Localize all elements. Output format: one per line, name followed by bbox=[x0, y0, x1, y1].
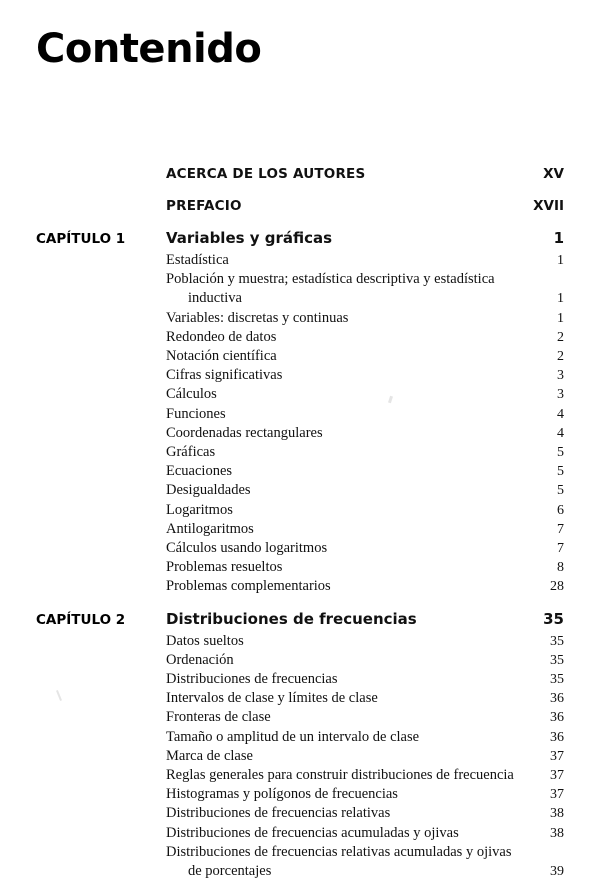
toc-entry-title-line2: inductiva bbox=[188, 290, 242, 307]
toc-entry-page: XVII bbox=[533, 198, 564, 214]
toc-entry[interactable] bbox=[36, 539, 564, 558]
toc-entry-page: 35 bbox=[550, 672, 564, 688]
toc-entry-title: Ordenación bbox=[166, 651, 234, 668]
toc-entry[interactable] bbox=[36, 577, 564, 596]
table-of-contents bbox=[36, 166, 564, 881]
toc-entry-title: Datos sueltos bbox=[166, 632, 244, 649]
toc-entry-title: Distribuciones de frecuencias bbox=[166, 671, 338, 688]
toc-entry[interactable] bbox=[36, 689, 564, 708]
toc-entry-page: 4 bbox=[557, 425, 564, 441]
toc-entry[interactable] bbox=[36, 443, 564, 462]
toc-entry-title: Cifras significativas bbox=[166, 367, 283, 384]
toc-entry[interactable] bbox=[36, 708, 564, 727]
chapter-label: CAPÍTULO 2 bbox=[36, 611, 126, 628]
chapter-title: Variables y gráficas bbox=[166, 229, 333, 247]
toc-entry-page: 5 bbox=[557, 445, 564, 461]
toc-entry-title: Distribuciones de frecuencias relativas bbox=[166, 805, 391, 822]
toc-entry-page: 39 bbox=[550, 864, 564, 880]
toc-entry-title-line2: de porcentajes bbox=[188, 863, 272, 880]
toc-entry[interactable] bbox=[36, 366, 564, 385]
toc-entry-page: 1 bbox=[557, 310, 564, 326]
toc-frontmatter-entry[interactable] bbox=[36, 166, 564, 182]
toc-entry[interactable] bbox=[36, 424, 564, 443]
toc-entry[interactable] bbox=[36, 766, 564, 785]
toc-entry[interactable] bbox=[36, 670, 564, 689]
toc-entry-title: Estadística bbox=[166, 252, 229, 268]
toc-entry-title-line1: Población y muestra; estadística descriptiva y estadística bbox=[166, 271, 495, 288]
chapter-title: Distribuciones de frecuencias bbox=[166, 609, 417, 628]
toc-entry-page: 5 bbox=[557, 464, 564, 480]
toc-entry[interactable] bbox=[36, 309, 564, 328]
toc-entry-page: 5 bbox=[557, 483, 564, 499]
toc-entry-title: Notación científica bbox=[166, 348, 277, 365]
toc-entry[interactable] bbox=[36, 558, 564, 577]
toc-entry-page: 3 bbox=[557, 387, 564, 403]
toc-entry-title: Reglas generales para construir distribuciones de frecuencia bbox=[166, 767, 514, 784]
toc-entry-title: Ecuaciones bbox=[166, 463, 233, 480]
toc-entry[interactable] bbox=[36, 328, 564, 347]
chapter-label: CAPÍTULO 1 bbox=[36, 231, 126, 247]
toc-entry[interactable] bbox=[36, 481, 564, 500]
toc-entry-page: 1 bbox=[557, 291, 564, 307]
toc-entry-page: 7 bbox=[557, 521, 564, 537]
toc-entry-title: Cálculos bbox=[166, 386, 217, 403]
toc-entry[interactable] bbox=[36, 651, 564, 670]
toc-entry-title: Redondeo de datos bbox=[166, 328, 277, 345]
toc-entry-title: Coordenadas rectangulares bbox=[166, 424, 323, 441]
toc-entry-page: 38 bbox=[550, 825, 564, 841]
toc-entry-page: 7 bbox=[557, 541, 564, 557]
toc-entry-title: Fronteras de clase bbox=[166, 709, 271, 726]
toc-entry-title: PREFACIO bbox=[166, 198, 242, 214]
toc-frontmatter-entry[interactable] bbox=[36, 198, 564, 214]
chapter-block bbox=[36, 610, 564, 881]
toc-entry-title: Cálculos usando logaritmos bbox=[166, 540, 328, 557]
toc-entry-page: 36 bbox=[550, 710, 564, 726]
chapter-page: 1 bbox=[553, 229, 564, 247]
toc-entry[interactable] bbox=[36, 804, 564, 823]
toc-entry-page: 38 bbox=[550, 806, 564, 822]
toc-entry-title-line1: Distribuciones de frecuencias relativas acumuladas y ojivas bbox=[166, 843, 512, 860]
toc-entry-page: 37 bbox=[550, 787, 564, 803]
toc-entry-page: 37 bbox=[550, 748, 564, 764]
toc-entry-page: 3 bbox=[557, 368, 564, 384]
chapter-heading-row[interactable] bbox=[36, 610, 564, 628]
toc-entry-page: XV bbox=[543, 166, 564, 182]
toc-entry-title: Problemas resueltos bbox=[166, 559, 283, 576]
toc-entry[interactable] bbox=[36, 785, 564, 804]
toc-entry[interactable] bbox=[36, 347, 564, 366]
toc-entry-page: 37 bbox=[550, 768, 564, 784]
toc-entry-title: Funciones bbox=[166, 405, 226, 422]
toc-entry-title: Desigualdades bbox=[166, 482, 251, 499]
toc-entry-title: ACERCA DE LOS AUTORES bbox=[166, 166, 366, 182]
toc-entry[interactable] bbox=[36, 501, 564, 520]
toc-entry[interactable] bbox=[36, 385, 564, 404]
toc-entry[interactable] bbox=[36, 728, 564, 747]
toc-entry[interactable] bbox=[36, 747, 564, 766]
toc-entry-title: Histogramas y polígonos de frecuencias bbox=[166, 786, 398, 803]
toc-entry-title: Logaritmos bbox=[166, 501, 233, 518]
toc-entry-page: 35 bbox=[550, 633, 564, 649]
chapter-block bbox=[36, 229, 564, 597]
toc-entry-title: Variables: discretas y continuas bbox=[166, 309, 349, 326]
toc-entry-page: 6 bbox=[557, 502, 564, 518]
toc-entry-title: Marca de clase bbox=[166, 747, 253, 764]
toc-entry[interactable] bbox=[36, 251, 564, 270]
toc-entry-title: Gráficas bbox=[166, 444, 216, 461]
toc-entry-page: 35 bbox=[550, 652, 564, 668]
toc-entry-title: Intervalos de clase y límites de clase bbox=[166, 690, 378, 707]
toc-entry-page: 36 bbox=[550, 729, 564, 745]
toc-entry-title: Antilogaritmos bbox=[166, 520, 254, 537]
toc-entry-page: 1 bbox=[557, 253, 564, 268]
toc-entry-page: 2 bbox=[557, 349, 564, 365]
toc-entry[interactable] bbox=[36, 462, 564, 481]
toc-entry[interactable] bbox=[36, 824, 564, 843]
toc-entry-title: Tamaño o amplitud de un intervalo de clase bbox=[166, 728, 420, 745]
toc-entry[interactable] bbox=[36, 270, 564, 308]
toc-entry-page: 2 bbox=[557, 329, 564, 345]
toc-entry[interactable] bbox=[36, 632, 564, 651]
toc-entry-title: Problemas complementarios bbox=[166, 578, 331, 595]
toc-entry-page: 8 bbox=[557, 560, 564, 576]
toc-entry[interactable] bbox=[36, 405, 564, 424]
toc-entry-title: Distribuciones de frecuencias acumuladas y ojivas bbox=[166, 824, 459, 841]
toc-entry-page: 4 bbox=[557, 406, 564, 422]
page-title: Contenido bbox=[36, 26, 262, 72]
toc-entry-page: 28 bbox=[550, 579, 564, 595]
toc-entry-page: 36 bbox=[550, 691, 564, 707]
toc-entry[interactable] bbox=[36, 520, 564, 539]
toc-entry-title bbox=[166, 270, 522, 308]
chapter-heading-row[interactable] bbox=[36, 229, 564, 247]
chapter-page: 35 bbox=[543, 609, 564, 628]
